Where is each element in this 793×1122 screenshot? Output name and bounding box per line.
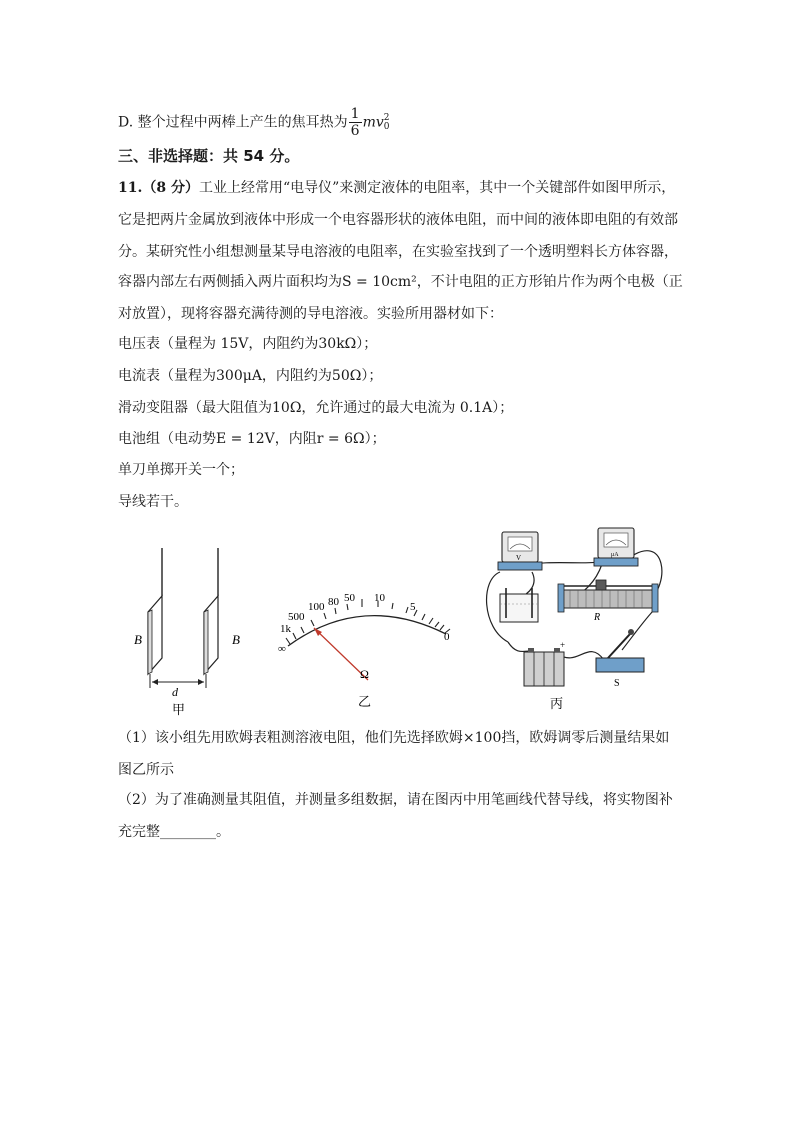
figure-bing-caption: 丙 xyxy=(550,696,564,711)
equipment-wires: 导线若干。 xyxy=(118,494,188,510)
equipment-battery: 电池组（电动势E = 12V，内阻r = 6Ω）； xyxy=(118,431,386,447)
rheostat-label: R xyxy=(594,612,601,623)
ammeter xyxy=(594,528,638,566)
option-d-label: D. xyxy=(118,114,134,131)
scale-label-1k: 1k xyxy=(280,623,291,635)
question-line-2: 它是把两片金属放到液体中形成一个电容器形状的液体电阻，而中间的液体即电阻的有效部 xyxy=(118,212,678,228)
expr-sub: 0 xyxy=(383,121,390,132)
distance-label: d xyxy=(172,685,178,699)
question-text: 工业上经常用“电导仪”来测定液体的电阻率，其中一个关键部件如图甲所示， xyxy=(198,180,676,196)
sub-question-2-line-2: 充完整________。 xyxy=(118,824,230,840)
voltmeter-label: V xyxy=(516,554,522,562)
expr-sup: 2 xyxy=(383,112,390,123)
plate-label-left: B xyxy=(134,632,142,647)
equipment-rheostat: 滑动变阻器（最大阻值为10Ω，允许通过的最大电流为 0.1A）； xyxy=(118,400,514,416)
figure-bing xyxy=(478,518,676,718)
sub-question-2-line-1: （2）为了准确测量其阻值，并测量多组数据，请在图丙中用笔画线代替导线，将实物图补 xyxy=(118,792,673,808)
equipment-ammeter: 电流表（量程为300μA，内阻约为50Ω）； xyxy=(118,368,383,384)
switch xyxy=(596,629,644,689)
fraction xyxy=(349,106,362,139)
figure-jia xyxy=(128,548,248,720)
sub-question-1-line-1: （1）该小组先用欧姆表粗测溶液电阻，他们先选择欧姆×100挡，欧姆调零后测量结果如 xyxy=(118,730,670,746)
scale-label-5: 5 xyxy=(410,601,416,613)
expr-m: m xyxy=(362,114,376,131)
figure-yi-caption: 乙 xyxy=(358,694,372,709)
fraction-denominator: 6 xyxy=(350,123,360,139)
question-number: 11. xyxy=(118,180,143,196)
section-heading: 三、非选择题：共 54 分。 xyxy=(118,147,300,165)
ohm-unit: Ω xyxy=(360,667,369,681)
scale-label-0: 0 xyxy=(444,631,450,643)
question-line-5: 对放置），现将容器充满待测的导电溶液。实验所用器材如下： xyxy=(118,306,503,322)
figure-yi xyxy=(274,586,460,718)
battery-plus: + xyxy=(560,640,566,650)
scale-label-100: 100 xyxy=(308,601,325,613)
scale-label-80: 80 xyxy=(328,596,339,608)
plate-label-right: B xyxy=(232,632,240,647)
question-line-3: 分。某研究性小组想测量某导电溶液的电阻率，在实验室找到了一个透明塑料长方体容器， xyxy=(118,244,678,260)
question-line-1 xyxy=(118,178,675,198)
question-line-4: 容器内部左右两侧插入两片面积均为S = 10cm²，不计电阻的正方形铂片作为两个电极（正 xyxy=(118,274,683,290)
battery-pack xyxy=(524,640,565,686)
rheostat xyxy=(558,580,658,623)
scale-label-500: 500 xyxy=(288,611,305,623)
equipment-switch: 单刀单掷开关一个； xyxy=(118,462,244,478)
solution-container xyxy=(500,588,538,622)
scale-label-50: 50 xyxy=(344,592,355,604)
expr-v: v xyxy=(375,114,384,131)
option-d-text: 整个过程中两棒上产生的焦耳热为 xyxy=(137,114,348,131)
scale-label-10: 10 xyxy=(374,592,385,604)
voltmeter xyxy=(498,532,542,570)
equipment-voltmeter: 电压表（量程为 15V，内阻约为30kΩ）； xyxy=(118,336,378,352)
scale-label-inf: ∞ xyxy=(278,643,286,655)
switch-label: S xyxy=(614,678,620,689)
rheostat-slider xyxy=(596,580,606,590)
sub-question-1-line-2: 图乙所示 xyxy=(118,762,174,778)
option-d xyxy=(118,106,390,139)
figure-jia-caption: 甲 xyxy=(172,702,186,717)
fraction-numerator: 1 xyxy=(350,106,360,122)
ammeter-label: μA xyxy=(611,552,619,558)
question-points: （8 分） xyxy=(142,180,199,196)
